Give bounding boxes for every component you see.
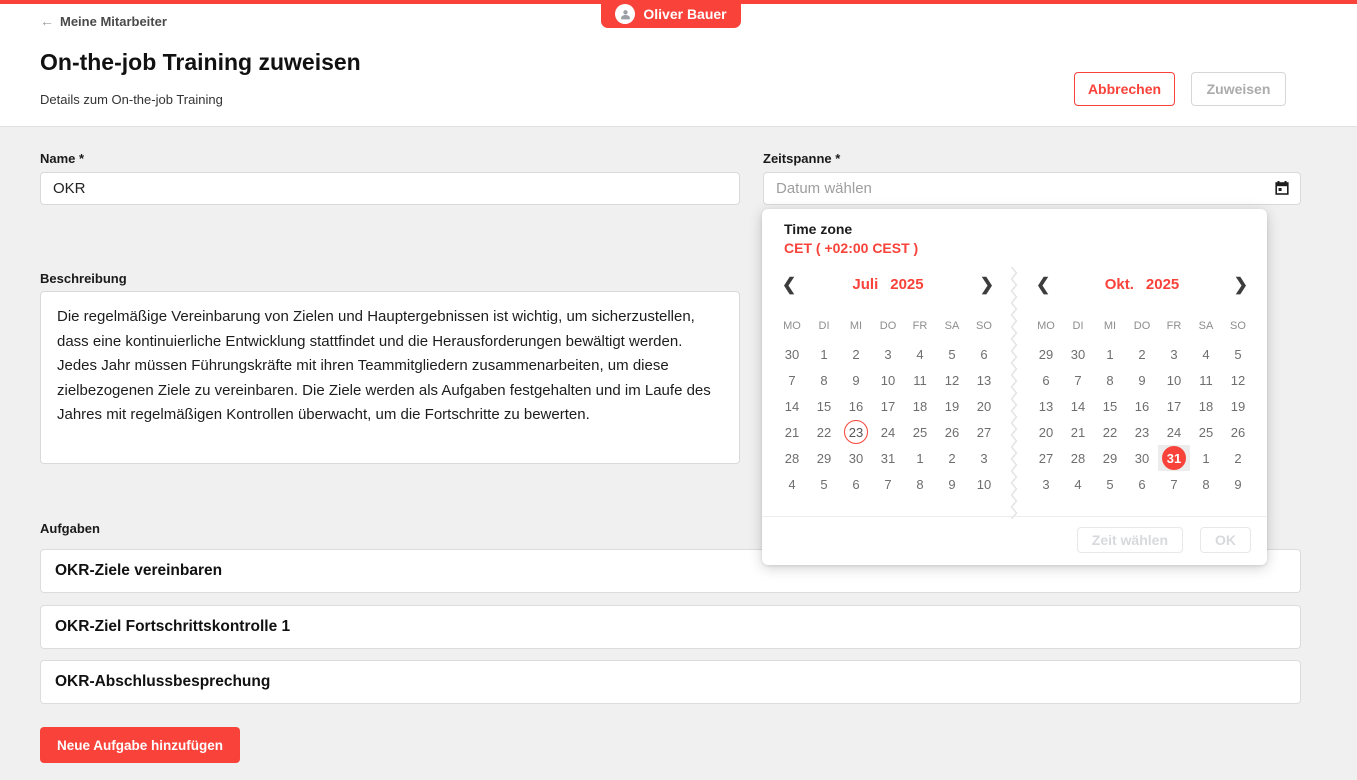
calendar-day[interactable]: 17 [1166, 398, 1182, 414]
calendar-day[interactable]: 12 [944, 372, 960, 388]
weekday-label: DO [1133, 320, 1151, 332]
tasks-label: Aufgaben [40, 521, 100, 536]
weekday-label: SA [1198, 320, 1214, 332]
calendar-day[interactable]: 27 [976, 424, 992, 440]
timespan-input-wrap [763, 172, 1301, 205]
calendar-day[interactable]: 19 [944, 398, 960, 414]
user-badge-label: Oliver Bauer [643, 6, 727, 22]
calendar-title [1105, 276, 1180, 293]
calendar-day[interactable]: 16 [848, 398, 864, 414]
description-label: Beschreibung [40, 271, 127, 286]
weekday-label: MO [1037, 320, 1055, 332]
calendar-day[interactable]: 7 [884, 476, 892, 492]
calendar-day[interactable]: 31 [880, 450, 896, 466]
calendar-day[interactable]: 10 [880, 372, 896, 388]
page-title: On-the-job Training zuweisen [40, 49, 361, 75]
calendar-day[interactable]: 18 [1198, 398, 1214, 414]
calendar-day[interactable]: 8 [1106, 372, 1114, 388]
calendar-day[interactable]: 4 [1202, 346, 1210, 362]
page-subtitle: Details zum On-the-job Training [40, 92, 223, 107]
weekday-label: DI [1072, 320, 1084, 332]
person-icon [619, 8, 632, 21]
calendar-day[interactable]: 20 [1038, 424, 1054, 440]
next-month-icon[interactable]: ❯ [976, 276, 998, 293]
calendar-day[interactable]: 8 [916, 476, 924, 492]
calendar-day[interactable]: 14 [1070, 398, 1086, 414]
calendar-day[interactable]: 30 [784, 346, 800, 362]
calendar-day[interactable]: 16 [1134, 398, 1150, 414]
calendar-month-left [776, 269, 1000, 497]
calendar-day[interactable]: 4 [916, 346, 924, 362]
calendar-day[interactable]: 4 [1074, 476, 1082, 492]
choose-time-button[interactable]: Zeit wählen [1077, 527, 1183, 553]
user-badge[interactable] [601, 0, 741, 28]
calendar-day[interactable]: 28 [1070, 450, 1086, 466]
calendar-day[interactable]: 2 [852, 346, 860, 362]
weekday-label: MO [783, 320, 801, 332]
calendar-day[interactable]: 12 [1230, 372, 1246, 388]
calendar-day[interactable]: 29 [1102, 450, 1118, 466]
calendar-day[interactable]: 10 [1166, 372, 1182, 388]
ok-button[interactable]: OK [1200, 527, 1251, 553]
calendar-day[interactable]: 30 [1070, 346, 1086, 362]
calendar-day[interactable]: 1 [1106, 346, 1114, 362]
calendar-title [852, 276, 923, 293]
name-input[interactable] [40, 172, 740, 205]
weekday-label: FR [1166, 320, 1182, 332]
datepicker-footer [1077, 527, 1251, 553]
calendar-day[interactable]: 17 [880, 398, 896, 414]
timezone-label: Time zone [784, 221, 853, 237]
calendar-day[interactable]: 4 [788, 476, 796, 492]
breadcrumb-label: Meine Mitarbeiter [60, 13, 167, 29]
calendar-day[interactable]: 22 [1102, 424, 1118, 440]
calendar-day[interactable]: 9 [852, 372, 860, 388]
calendar-day[interactable]: 11 [913, 372, 927, 388]
calendar-day[interactable]: 1 [820, 346, 828, 362]
calendar-day[interactable]: 3 [980, 450, 988, 466]
calendar-day[interactable]: 30 [1134, 450, 1150, 466]
task-card-label: OKR-Ziel Fortschrittskontrolle 1 [55, 618, 291, 635]
calendar-day[interactable]: 21 [1070, 424, 1086, 440]
calendar-day[interactable]: 13 [1038, 398, 1054, 414]
calendar-day[interactable]: 6 [980, 346, 988, 362]
calendar-day[interactable]: 5 [820, 476, 828, 492]
prev-month-icon[interactable]: ❮ [778, 276, 800, 293]
back-arrow-icon: ← [40, 13, 54, 29]
user-avatar [615, 4, 635, 24]
calendar-icon[interactable] [1273, 180, 1291, 198]
calendar-grid [776, 311, 1000, 497]
calendar-day[interactable]: 26 [1230, 424, 1246, 440]
calendar-day[interactable]: 21 [784, 424, 800, 440]
calendar-day[interactable]: 18 [912, 398, 928, 414]
calendar-day[interactable]: 3 [1042, 476, 1050, 492]
datepicker-footer-divider [762, 516, 1267, 517]
calendar-day[interactable]: 6 [852, 476, 860, 492]
month-label: Okt. [1104, 275, 1134, 293]
calendar-day[interactable]: 28 [784, 450, 800, 466]
weekday-label: SO [1230, 320, 1246, 332]
calendar-day[interactable]: 7 [788, 372, 796, 388]
calendar-day[interactable]: 1 [916, 450, 924, 466]
calendar-day[interactable]: 15 [816, 398, 832, 414]
add-task-button[interactable]: Neue Aufgabe hinzufügen [40, 727, 240, 763]
calendar-day[interactable]: 2 [1234, 450, 1242, 466]
name-label: Name * [40, 151, 85, 166]
weekday-label: SO [976, 320, 992, 332]
datepicker-panel [762, 209, 1267, 565]
calendar-day[interactable]: 29 [1038, 346, 1054, 362]
calendar-day[interactable]: 9 [1234, 476, 1242, 492]
task-card[interactable] [40, 660, 1301, 704]
calendar-day[interactable]: 2 [948, 450, 956, 466]
calendar-day[interactable]: 6 [1138, 476, 1146, 492]
calendar-day[interactable]: 31 [1158, 445, 1190, 471]
description-textarea[interactable]: Die regelmäßige Vereinbarung von Zielen und Hauptergebnissen ist wichtig, um sicherzustellen, dass eine kontinuierliche Entwicklung stattfindet und die Herausforderungen bewältigt werden. Jedes Jahr müssen Führungskräfte mit ihren Teammitgliedern zusammenarbeiten, um diese zielbezogenen Ziele zu vereinbaren. Die Ziele werden als Aufgaben festgehalten und im Laufe des Jahres mit regelmäßigen Kontrollen überwacht, um die Fortschritte zu bewerten. [40, 291, 740, 464]
task-card[interactable] [40, 605, 1301, 649]
calendar-zigzag-divider [1009, 267, 1019, 519]
calendar-day[interactable]: 14 [784, 398, 800, 414]
calendar-day[interactable]: 13 [976, 372, 992, 388]
calendar-day[interactable]: 8 [1202, 476, 1210, 492]
calendar-day[interactable]: 24 [880, 424, 896, 440]
year-label: 2025 [1145, 275, 1180, 293]
calendar-day[interactable]: 29 [816, 450, 832, 466]
breadcrumb[interactable] [40, 13, 167, 29]
calendar-day[interactable]: 7 [1074, 372, 1082, 388]
calendar-day[interactable]: 20 [976, 398, 992, 414]
timespan-label: Zeitspanne * [763, 151, 841, 166]
task-card-label: OKR-Ziele vereinbaren [55, 562, 223, 579]
timespan-input[interactable] [763, 172, 1301, 205]
calendar-day[interactable]: 15 [1102, 398, 1118, 414]
calendar-day[interactable]: 5 [1234, 346, 1242, 362]
calendar-day[interactable]: 3 [884, 346, 892, 362]
next-month-icon[interactable]: ❯ [1230, 276, 1252, 293]
task-card-label: OKR-Abschlussbesprechung [55, 673, 271, 690]
weekday-label: FR [912, 320, 928, 332]
timezone-value: CET ( +02:00 CEST ) [784, 240, 919, 256]
weekday-label: DI [818, 320, 830, 332]
calendar-day[interactable]: 25 [1198, 424, 1214, 440]
cancel-button[interactable]: Abbrechen [1074, 72, 1175, 106]
month-label: Juli [852, 275, 879, 293]
weekday-label: SA [944, 320, 960, 332]
calendar-day[interactable]: 25 [912, 424, 928, 440]
calendar-day[interactable]: 11 [1199, 372, 1213, 388]
calendar-day[interactable]: 7 [1170, 476, 1178, 492]
weekday-label: MI [849, 320, 863, 332]
calendar-day[interactable]: 23 [840, 419, 872, 445]
calendar-day[interactable]: 26 [944, 424, 960, 440]
calendar-grid [1030, 311, 1254, 497]
calendar-day[interactable]: 19 [1230, 398, 1246, 414]
calendar-day[interactable]: 5 [1106, 476, 1114, 492]
calendar-day[interactable]: 3 [1170, 346, 1178, 362]
calendar-day[interactable]: 23 [1134, 424, 1150, 440]
calendar-day[interactable]: 6 [1042, 372, 1050, 388]
year-label: 2025 [890, 275, 924, 293]
calendar-day[interactable]: 30 [848, 450, 864, 466]
calendar-day[interactable]: 9 [1138, 372, 1146, 388]
weekday-label: DO [879, 320, 897, 332]
assign-button[interactable]: Zuweisen [1191, 72, 1286, 106]
calendar-day[interactable]: 1 [1202, 450, 1210, 466]
calendar-day[interactable]: 8 [820, 372, 828, 388]
calendar-day[interactable]: 2 [1138, 346, 1146, 362]
calendar-day[interactable]: 27 [1038, 450, 1054, 466]
calendar-month-right [1030, 269, 1254, 497]
calendar-day[interactable]: 22 [816, 424, 832, 440]
calendar-day[interactable]: 5 [948, 346, 956, 362]
calendar-day[interactable]: 24 [1166, 424, 1182, 440]
weekday-label: MI [1103, 320, 1117, 332]
calendar-day[interactable]: 10 [976, 476, 992, 492]
prev-month-icon[interactable]: ❮ [1032, 276, 1054, 293]
calendar-day[interactable]: 9 [948, 476, 956, 492]
